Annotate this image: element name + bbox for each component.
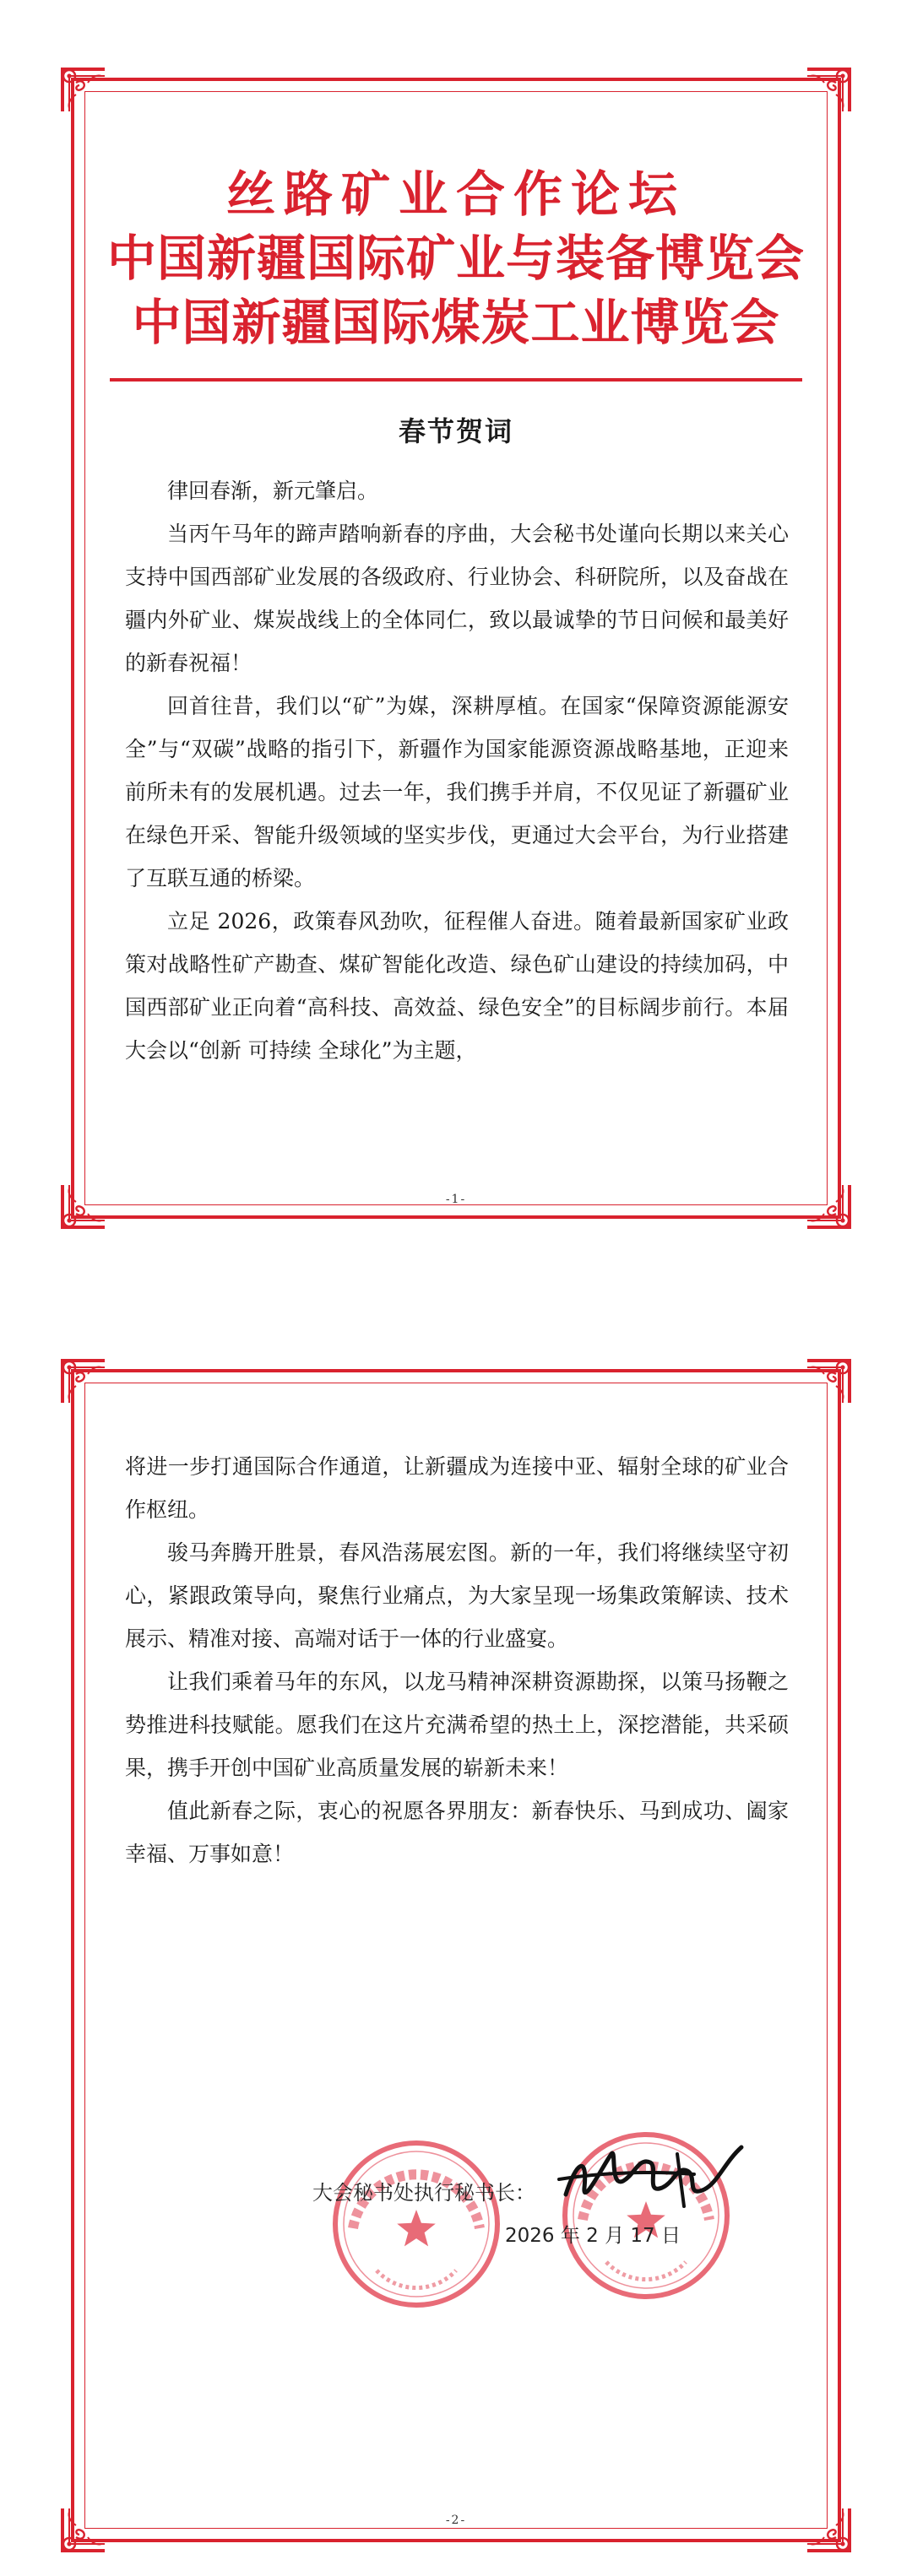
letterhead-line-1: 丝路矿业合作论坛 (225, 165, 686, 223)
page-number: -1- (445, 1193, 467, 1206)
letterhead-line-3: 中国新疆国际煤炭工业博览会 (132, 294, 780, 351)
corner-ornament-icon (59, 66, 108, 115)
page-title: 春节贺词 (398, 415, 513, 447)
corner-ornament-icon (804, 1182, 853, 1231)
corner-ornament-icon (59, 1182, 108, 1231)
paragraph: 律回春渐，新元肇启。 (167, 479, 379, 503)
paragraph: 让我们乘着马年的东风，以龙马精神深耕资源勘探，以策马扬鞭之势推进科技赋能。愿我们在这片充满希望的热土上，深挖潜能，共采硕果，携手开创中国矿业高质量发展的崭新未来！ (125, 1670, 789, 1780)
corner-ornament-icon (804, 2505, 853, 2554)
paragraph: 值此新春之际，衷心的祝愿各界朋友：新春快乐、马到成功、阖家幸福、万事如意！ (125, 1799, 789, 1866)
letter-body-page-1 (125, 469, 789, 1072)
signer-line: 大会秘书处执行秘书长： (312, 2181, 535, 2205)
letter-page-2 (0, 1317, 912, 2576)
corner-ornament-icon (804, 66, 853, 115)
paragraph: 回首往昔，我们以“矿”为媒，深耕厚植。在国家“保障资源能源安全”与“双碳”战略的指引下，新疆作为国家能源资源战略基地，正迎来前所未有的发展机遇。过去一年，我们携手并肩，不仅见证了新疆矿业在绿色开采、智能升级领域的坚实步伐，更通过大会平台，为行业搭建了互联互通的桥梁。 (125, 694, 789, 890)
corner-ornament-icon (804, 1357, 853, 1406)
page-gap (0, 1249, 912, 1317)
paragraph: 将进一步打通国际合作通道，让新疆成为连接中亚、辐射全球的矿业合作枢纽。 (125, 1454, 789, 1522)
corner-ornament-icon (59, 2505, 108, 2554)
signature-icon (551, 2129, 753, 2222)
letterhead-divider (110, 378, 802, 382)
paragraph: 当丙午马年的蹄声踏响新春的序曲，大会秘书处谨向长期以来关心支持中国西部矿业发展的各级政府、行业协会、科研院所，以及奋战在疆内外矿业、煤炭战线上的全体同仁，致以最诚挚的节日问候和最美好的新春祝福！ (125, 522, 789, 675)
letterhead (93, 162, 819, 354)
letter-page-1 (0, 0, 912, 1249)
paragraph: 立足 2026，政策春风劲吹，征程催人奋进。随着最新国家矿业政策对战略性矿产勘查、煤矿智能化改造、绿色矿山建设的持续加码，中国西部矿业正向着“高科技、高效益、绿色安全”的目标阔步前行。本届大会以“创新 可持续 全球化”为主题， (125, 909, 789, 1063)
paragraph: 骏马奔腾开胜景，春风浩荡展宏图。新的一年，我们将继续坚守初心，紧跟政策导向，聚焦行业痛点，为大家呈现一场集政策解读、技术展示、精准对接、高端对话于一体的行业盛宴。 (125, 1540, 789, 1651)
date-line: 2026 年 2 月 17 日 (505, 2225, 681, 2247)
letterhead-line-2: 中国新疆国际矿业与装备博览会 (106, 230, 805, 287)
seal-stamp-icon (328, 2135, 505, 2313)
letter-body-page-2 (125, 1445, 789, 1875)
corner-ornament-icon (59, 1357, 108, 1406)
page-number: -2- (445, 2514, 467, 2527)
